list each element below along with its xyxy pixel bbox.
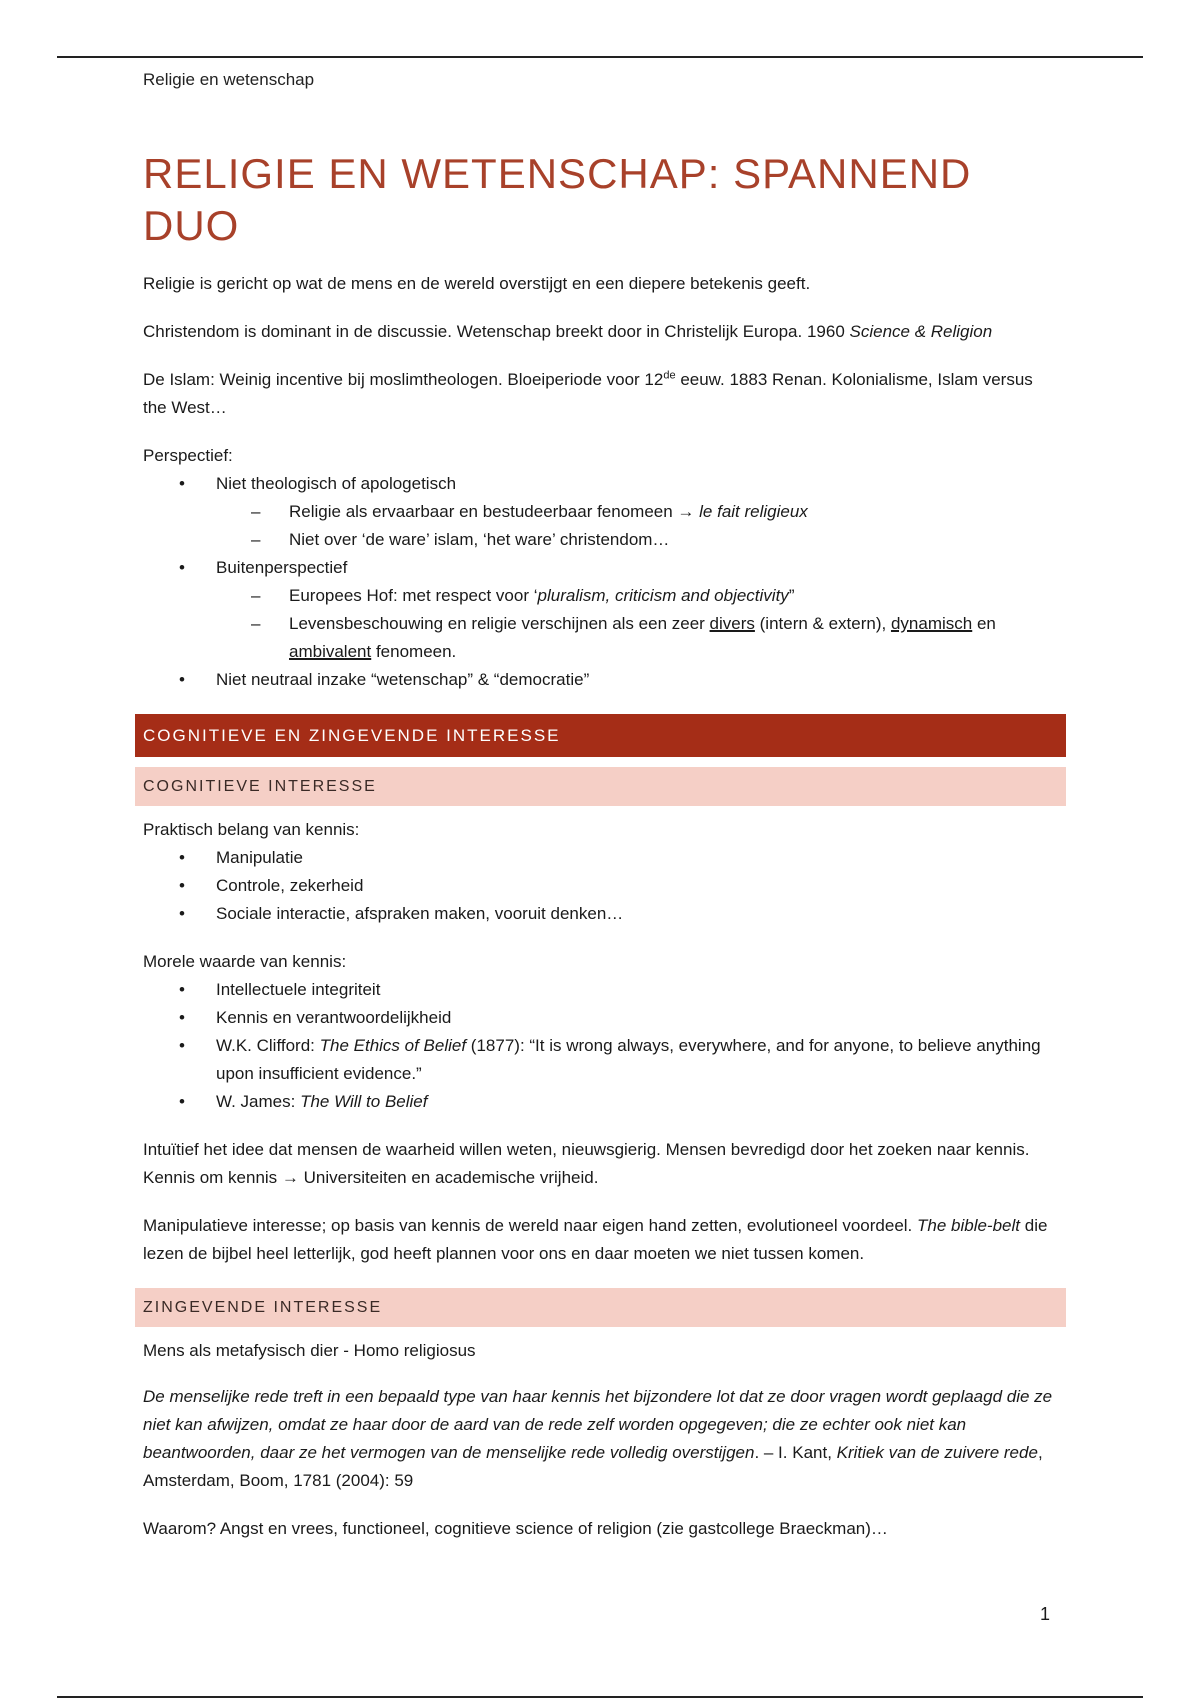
list-item: • W.K. Clifford: The Ethics of Belief (1877): “It is wrong always, everywhere, and for anyone, to believe anything upon insufficient evidence.” [143,1032,1058,1088]
morele-label: Morele waarde van kennis: [143,952,347,971]
paragraph-intuitief: Intuïtief het idee dat mensen de waarheid willen weten, nieuwsgierig. Mensen bevredigd door het zoeken naar kennis. Kennis om kennis → Universiteiten en academische vrijheid. [143,1140,1030,1187]
perspectief-list [143,470,1058,694]
kant-quote: De menselijke rede treft in een bepaald type van haar kennis het bijzondere lot dat ze door vragen wordt geplaagd die ze niet kan afwijzen, omdat ze haar door de aard van de rede zelf worden opgegeven; die ze echter ook niet kan beantwoorden, daar ze het vermogen van de menselijke rede volledig overstijgen. – I. Kant, Kritiek van de zuivere rede, Amsterdam, Boom, 1781 (2004): 59 [143,1387,1053,1490]
praktisch-label: Praktisch belang van kennis: [143,820,360,839]
praktisch-list [143,844,1058,928]
list-item: • Controle, zekerheid [143,872,1058,900]
bullet-icon: • [179,1008,185,1027]
running-header: Religie en wetenschap [143,70,315,89]
list-item: • Intellectuele integriteit [143,976,1058,1004]
bullet-icon: • [179,904,185,923]
page-number: 1 [1040,1604,1051,1624]
list-subitem: – Levensbeschouwing en religie verschijnen als een zeer divers (intern & extern), dynamisch en ambivalent fenomeen. [143,610,1058,666]
list-item: • Niet theologisch of apologetisch [143,470,1058,498]
intro-paragraph-2: Christendom is dominant in de discussie. Wetenschap breekt door in Christelijk Europa. 1960 Science & Religion [143,322,993,341]
list-subitem: – Europees Hof: met respect voor ‘pluralism, criticism and objectivity” [143,582,1058,610]
list-item: • Niet neutraal inzake “wetenschap” & “democratie” [143,666,1058,694]
paragraph-waarom: Waarom? Angst en vrees, functioneel, cognitieve science of religion (zie gastcollege Braeckman)… [143,1519,888,1538]
section-heading: COGNITIEVE EN ZINGEVENDE INTERESSE [135,714,1066,757]
list-item: • Kennis en verantwoordelijkheid [143,1004,1058,1032]
list-item: • W. James: The Will to Belief [143,1088,1058,1116]
list-subitem: – Religie als ervaarbaar en bestudeerbaar fenomeen → le fait religieux [143,498,1058,526]
subsection-heading-zingevend: ZINGEVENDE INTERESSE [135,1288,1066,1327]
subsection-heading-cognitief: COGNITIEVE INTERESSE [135,767,1066,806]
footer-rule [57,1696,1143,1698]
dash-icon: – [251,614,261,633]
bullet-icon: • [179,1092,185,1111]
dash-icon: – [251,502,261,521]
bullet-icon: • [179,876,185,895]
bullet-icon: • [179,474,185,493]
bullet-icon: • [179,558,185,577]
paragraph-manipulatief: Manipulatieve interesse; op basis van kennis de wereld naar eigen hand zetten, evolutioneel voordeel. The bible-belt die lezen de bijbel heel letterlijk, god heeft plannen voor ons en daar moeten we niet tussen komen. [143,1216,1048,1263]
bullet-icon: • [179,1036,185,1055]
dash-icon: – [251,586,261,605]
list-item: • Sociale interactie, afspraken maken, vooruit denken… [143,900,1058,928]
morele-list-items [143,976,1058,1032]
morele-list [143,976,1058,1116]
list-subitem: – Niet over ‘de ware’ islam, ‘het ware’ christendom… [143,526,1058,554]
perspectief-label: Perspectief: [143,446,233,465]
intro-paragraph-1: Religie is gericht op wat de mens en de wereld overstijgt en een diepere betekenis geeft. [143,274,811,293]
list-item: • Manipulatie [143,844,1058,872]
intro-paragraph-3: De Islam: Weinig incentive bij moslimtheologen. Bloeiperiode voor 12de eeuw. 1883 Renan. Kolonialisme, Islam versus the West… [143,369,1033,417]
bullet-icon: • [179,670,185,689]
paragraph-homo-religiosus: Mens als metafysisch dier - Homo religiosus [143,1341,476,1360]
header-rule [57,56,1143,58]
bullet-icon: • [179,848,185,867]
list-item: • Buitenperspectief [143,554,1058,582]
dash-icon: – [251,530,261,549]
page-body [143,140,1058,1563]
bullet-icon: • [179,980,185,999]
page-title: RELIGIE EN WETENSCHAP: SPANNEND DUO [143,150,972,249]
